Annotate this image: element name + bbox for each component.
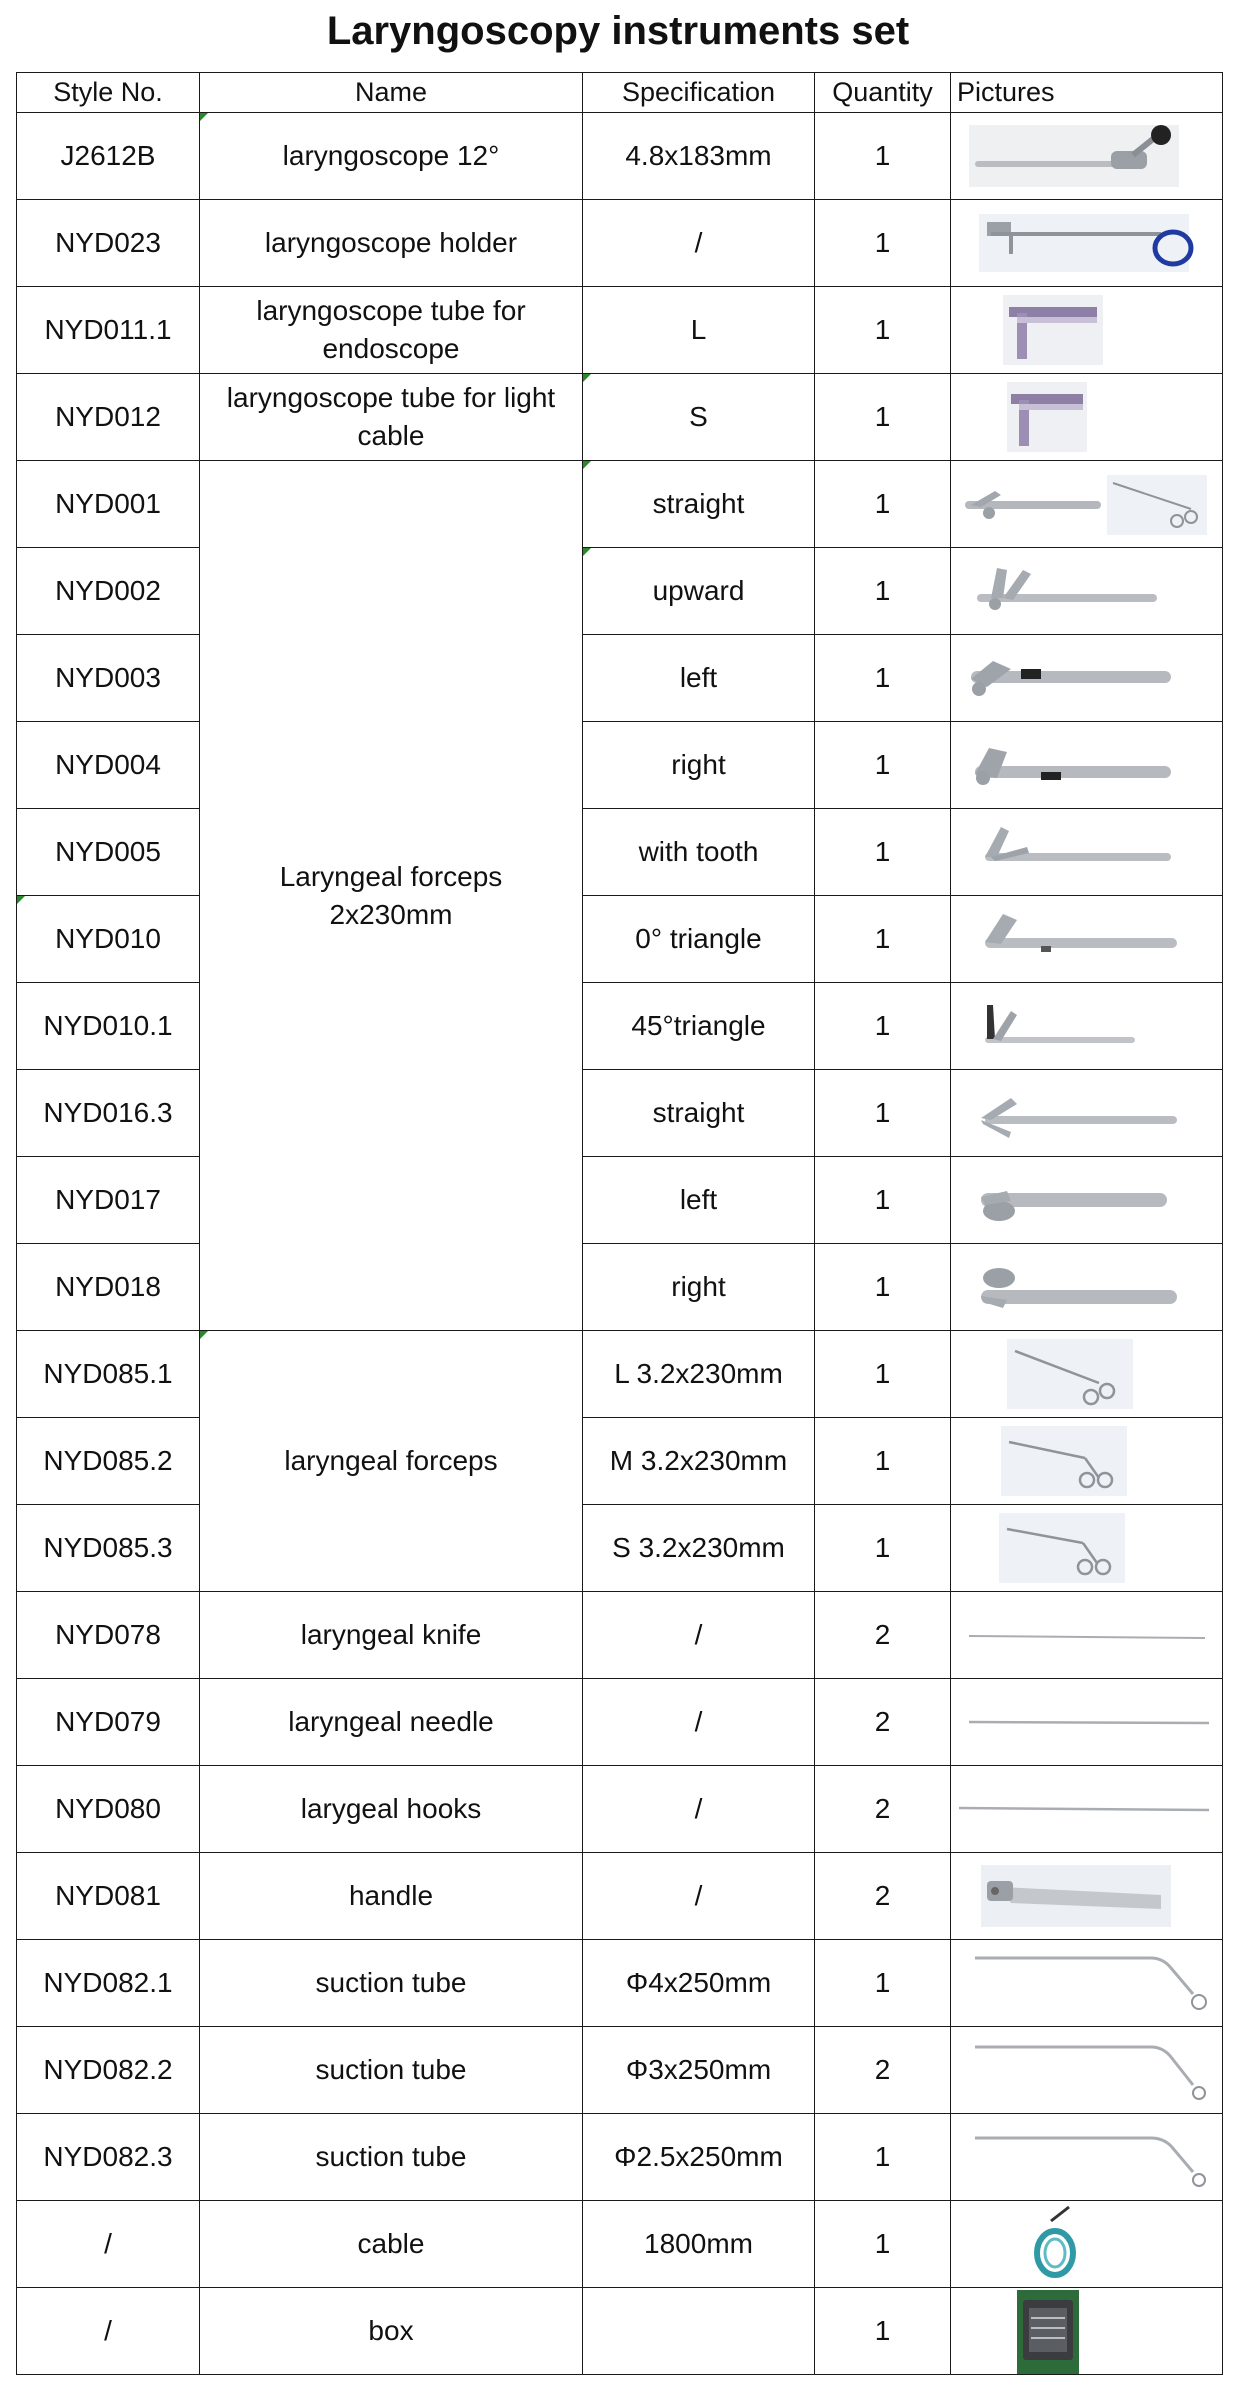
style-no-cell: / — [17, 2288, 200, 2375]
picture-cell — [951, 722, 1223, 809]
style-no-cell: NYD011.1 — [17, 287, 200, 374]
table-row — [17, 1679, 1223, 1766]
spec-cell — [583, 548, 815, 635]
forceps-icon — [951, 635, 1223, 721]
table-row — [17, 1505, 1223, 1592]
spec-cell: Φ3x250mm — [583, 2027, 815, 2114]
table-row — [17, 1157, 1223, 1244]
quantity-cell: 1 — [815, 722, 951, 809]
quantity-cell: 1 — [815, 374, 951, 461]
quantity-cell: 2 — [815, 2027, 951, 2114]
spec-text: upward — [652, 575, 745, 606]
name-cell: cable — [200, 2201, 583, 2288]
quantity-cell: 1 — [815, 2288, 951, 2375]
forceps-icon — [951, 461, 1223, 547]
table-row — [17, 548, 1223, 635]
spec-cell — [583, 461, 815, 548]
quantity-cell: 2 — [815, 1679, 951, 1766]
spec-cell: / — [583, 1679, 815, 1766]
quantity-cell: 1 — [815, 1505, 951, 1592]
quantity-cell: 1 — [815, 548, 951, 635]
table-row — [17, 809, 1223, 896]
quantity-cell: 1 — [815, 1418, 951, 1505]
table-row — [17, 1853, 1223, 1940]
name-cell: laryngoscope tube for endoscope — [200, 287, 583, 374]
table-row — [17, 461, 1223, 548]
style-no-cell: NYD078 — [17, 1592, 200, 1679]
style-no-cell: NYD018 — [17, 1244, 200, 1331]
style-no-cell: NYD085.2 — [17, 1418, 200, 1505]
name-cell: laryngeal needle — [200, 1679, 583, 1766]
laryngoscope-icon — [951, 113, 1223, 199]
picture-cell — [951, 1157, 1223, 1244]
table-row — [17, 2114, 1223, 2201]
picture-cell — [951, 1244, 1223, 1331]
table-row — [17, 1331, 1223, 1418]
forceps-icon — [951, 548, 1223, 634]
picture-cell — [951, 809, 1223, 896]
spec-text: straight — [652, 488, 745, 519]
style-no-cell: NYD016.3 — [17, 1070, 200, 1157]
picture-cell — [951, 287, 1223, 374]
cell-marker — [583, 374, 591, 382]
name-cell — [200, 113, 583, 200]
name-cell: handle — [200, 1853, 583, 1940]
quantity-cell: 1 — [815, 113, 951, 200]
spec-cell: S 3.2x230mm — [583, 1505, 815, 1592]
handle-icon — [951, 1853, 1223, 1939]
forceps-icon — [951, 809, 1223, 895]
spec-cell: 0° triangle — [583, 896, 815, 983]
style-no-cell: NYD012 — [17, 374, 200, 461]
header-quantity: Quantity — [815, 73, 951, 113]
style-no-cell: NYD003 — [17, 635, 200, 722]
quantity-cell: 1 — [815, 1940, 951, 2027]
cable-icon — [951, 2201, 1223, 2287]
picture-cell — [951, 548, 1223, 635]
spec-cell: Φ2.5x250mm — [583, 2114, 815, 2201]
name-cell: suction tube — [200, 2114, 583, 2201]
name-cell: laryngoscope holder — [200, 200, 583, 287]
table-row — [17, 200, 1223, 287]
picture-cell — [951, 2201, 1223, 2288]
picture-cell — [951, 635, 1223, 722]
table-row — [17, 374, 1223, 461]
table-row — [17, 1418, 1223, 1505]
cell-marker — [17, 896, 25, 904]
style-no-cell: NYD085.1 — [17, 1331, 200, 1418]
picture-cell — [951, 1331, 1223, 1418]
spec-cell — [583, 374, 815, 461]
spec-cell: 45°triangle — [583, 983, 815, 1070]
quantity-cell: 1 — [815, 1244, 951, 1331]
quantity-cell: 2 — [815, 1853, 951, 1940]
spec-cell: left — [583, 635, 815, 722]
cell-marker — [583, 461, 591, 469]
cell-marker — [583, 548, 591, 556]
picture-cell — [951, 113, 1223, 200]
picture-cell — [951, 1679, 1223, 1766]
forceps-icon — [951, 1157, 1223, 1243]
knife-icon — [951, 1592, 1223, 1678]
quantity-cell: 1 — [815, 896, 951, 983]
picture-cell — [951, 896, 1223, 983]
spec-cell: L — [583, 287, 815, 374]
suction-tube-icon — [951, 2027, 1223, 2113]
table-row — [17, 2288, 1223, 2375]
picture-cell — [951, 1592, 1223, 1679]
table-row — [17, 2201, 1223, 2288]
table-row — [17, 287, 1223, 374]
picture-cell — [951, 200, 1223, 287]
scissor-forceps-icon — [951, 1418, 1223, 1504]
table-row — [17, 1070, 1223, 1157]
instruments-table — [16, 72, 1223, 2375]
forceps-icon — [951, 983, 1223, 1069]
spec-cell: with tooth — [583, 809, 815, 896]
quantity-cell: 1 — [815, 983, 951, 1070]
style-no-cell: NYD023 — [17, 200, 200, 287]
forceps-icon — [951, 896, 1223, 982]
tube-icon — [951, 374, 1223, 460]
quantity-cell: 1 — [815, 809, 951, 896]
quantity-cell: 1 — [815, 287, 951, 374]
needle-icon — [951, 1679, 1223, 1765]
picture-cell — [951, 983, 1223, 1070]
style-no-cell: NYD081 — [17, 1853, 200, 1940]
style-no-cell: NYD082.1 — [17, 1940, 200, 2027]
quantity-cell: 2 — [815, 1766, 951, 1853]
spec-cell: / — [583, 1592, 815, 1679]
quantity-cell: 2 — [815, 1592, 951, 1679]
picture-cell — [951, 374, 1223, 461]
scissor-forceps-icon — [951, 1331, 1223, 1417]
table-row — [17, 113, 1223, 200]
style-no-cell: NYD002 — [17, 548, 200, 635]
table-row — [17, 635, 1223, 722]
spec-cell: right — [583, 1244, 815, 1331]
style-no-cell: NYD017 — [17, 1157, 200, 1244]
table-row — [17, 1592, 1223, 1679]
header-specification: Specification — [583, 73, 815, 113]
holder-icon — [951, 200, 1223, 286]
style-no-cell: NYD004 — [17, 722, 200, 809]
quantity-cell: 1 — [815, 200, 951, 287]
forceps-icon — [951, 722, 1223, 808]
style-no-cell: / — [17, 2201, 200, 2288]
name-cell: laryngeal knife — [200, 1592, 583, 1679]
style-text: NYD010 — [55, 923, 161, 954]
style-no-cell: NYD080 — [17, 1766, 200, 1853]
cell-marker — [200, 1331, 208, 1339]
table-row — [17, 983, 1223, 1070]
picture-cell — [951, 1853, 1223, 1940]
name-text: laryngeal forceps — [284, 1445, 498, 1476]
style-no-cell: NYD082.3 — [17, 2114, 200, 2201]
forceps-icon — [951, 1070, 1223, 1156]
table-row — [17, 722, 1223, 809]
spec-text: S — [689, 401, 708, 432]
table-row — [17, 1244, 1223, 1331]
spec-cell: 4.8x183mm — [583, 113, 815, 200]
header-pictures: Pictures — [951, 73, 1223, 113]
scissor-forceps-icon — [951, 1505, 1223, 1591]
picture-cell — [951, 2027, 1223, 2114]
picture-cell — [951, 1418, 1223, 1505]
spec-cell: / — [583, 200, 815, 287]
picture-cell — [951, 1505, 1223, 1592]
spec-cell: L 3.2x230mm — [583, 1331, 815, 1418]
style-no-cell — [17, 896, 200, 983]
quantity-cell: 1 — [815, 1070, 951, 1157]
spec-cell: M 3.2x230mm — [583, 1418, 815, 1505]
spec-cell — [583, 2288, 815, 2375]
name-cell: Laryngeal forceps 2x230mm — [200, 461, 583, 1331]
forceps-icon — [951, 1244, 1223, 1330]
header-name: Name — [200, 73, 583, 113]
spec-cell: straight — [583, 1070, 815, 1157]
style-no-cell: NYD001 — [17, 461, 200, 548]
table-row — [17, 1766, 1223, 1853]
table-row — [17, 1940, 1223, 2027]
box-icon — [951, 2288, 1223, 2374]
style-no-cell: NYD005 — [17, 809, 200, 896]
table-row — [17, 896, 1223, 983]
tube-icon — [951, 287, 1223, 373]
spec-cell: / — [583, 1853, 815, 1940]
hook-icon — [951, 1766, 1223, 1852]
style-no-cell: NYD079 — [17, 1679, 200, 1766]
picture-cell — [951, 2288, 1223, 2375]
picture-cell — [951, 2114, 1223, 2201]
style-no-cell: NYD082.2 — [17, 2027, 200, 2114]
picture-cell — [951, 1766, 1223, 1853]
name-cell: suction tube — [200, 2027, 583, 2114]
spec-cell: left — [583, 1157, 815, 1244]
table-header-row — [17, 73, 1223, 113]
suction-tube-icon — [951, 2114, 1223, 2200]
picture-cell — [951, 461, 1223, 548]
table-row — [17, 2027, 1223, 2114]
name-cell: larygeal hooks — [200, 1766, 583, 1853]
quantity-cell: 1 — [815, 1157, 951, 1244]
name-cell — [200, 1331, 583, 1592]
quantity-cell: 1 — [815, 2114, 951, 2201]
spec-cell: 1800mm — [583, 2201, 815, 2288]
picture-cell — [951, 1070, 1223, 1157]
page-title: Laryngoscopy instruments set — [326, 9, 910, 53]
header-style-no: Style No. — [17, 73, 200, 113]
picture-cell — [951, 1940, 1223, 2027]
quantity-cell: 1 — [815, 635, 951, 722]
style-no-cell: J2612B — [17, 113, 200, 200]
suction-tube-icon — [951, 1940, 1223, 2026]
name-text: laryngoscope 12° — [282, 140, 500, 171]
spec-cell: / — [583, 1766, 815, 1853]
spec-cell: Φ4x250mm — [583, 1940, 815, 2027]
spec-cell: right — [583, 722, 815, 809]
name-cell: suction tube — [200, 1940, 583, 2027]
quantity-cell: 1 — [815, 2201, 951, 2288]
style-no-cell: NYD010.1 — [17, 983, 200, 1070]
quantity-cell: 1 — [815, 461, 951, 548]
quantity-cell: 1 — [815, 1331, 951, 1418]
name-cell: box — [200, 2288, 583, 2375]
cell-marker — [200, 113, 208, 121]
style-no-cell: NYD085.3 — [17, 1505, 200, 1592]
name-cell: laryngoscope tube for light cable — [200, 374, 583, 461]
